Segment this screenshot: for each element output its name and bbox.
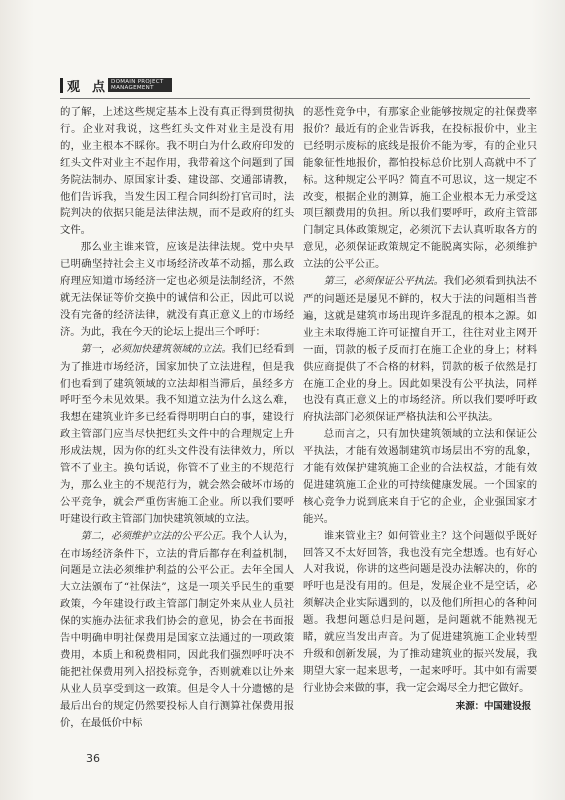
english-logo [108, 78, 172, 92]
paragraph: 那么业主谁来管，应该是法律法规。党中央早已明确坚持社会主义市场经济改革不动摇，那么政府理应知道市场经济一定也必须是法制经济，不然就无法保证等价交换中的诚信和公正，因此可以说没有完备的经济法律，就没有真正意义上的市场经济。为此，我在今天的论坛上提出三个呼吁： [60, 241, 294, 338]
column-name-2: 点 [92, 79, 106, 95]
paragraph: 的恶性竞争中，有那家企业能够按规定的社保费率报价？最近有的企业告诉我，在投标报价中，业主已经明示废标的底线是报价不能为零，有的企业只能象征性地报价，都怕投标总价比别人高就中不了标。这种规定公平吗？简直不可思议，这一规定不改变，根据企业的测算，施工企业根本无力承受这项巨额费用的负担。所以我们要呼吁，政府主管部门制定具体政策规定，必须沉下去认真听取各方的意见，必须保证政策规定不能脱离实际，必须维护立法的公平公正。 [303, 106, 537, 271]
paragraph: 谁来管业主？如何管业主？这个问题似乎既好回答又不太好回答，我也没有完全想透。也有好心人对我说，你讲的这些问题是没办法解决的，你的呼吁也是没有用的。但是，发展企业不是空话，必须解决企业实际遇到的，以及他们所担心的各种问题。我想问题总归是问题，是问题就不能熟视无睹，就应当发出声音。为了促进建筑施工企业转型升级和创新发展，为了推动建筑业的振兴发展，我期望大家一起来思考，一起来呼吁。其中如有需要行业协会来做的事，我一定会竭尽全力把它做好。 [303, 529, 537, 694]
point-heading: 第一，必须加快建筑领域的立法。 [80, 343, 232, 355]
paragraph: 第一，必须加快建筑领域的立法。我们已经看到为了推进市场经济，国家加快了立法进程，但是我们也看到了建筑领域的立法却相当滞后，虽经多方呼吁至今未见效果。我不知道立法为什么这么难，我想在建筑业许多已经看得明明白白的事，建设行政主管部门应当尽快把红头文件中的合理规定上升形成法规，因为你的红头文件没有法律效力，所以管不了业主。换句话说，你管不了业主的不规范行为，那么业主的不规范行为，就会然会破坏市场的公平竞争，就会严重伤害施工企业。所以我们要呼吁建设行政主管部门加快建筑领域的立法。 [60, 342, 294, 525]
paragraph: 第三，必须保证公平执法。我们必须看到执法不严的问题还是屡见不鲜的，权大于法的问题相当普遍，这就是建筑市场出现许多混乱的根本之源。如业主未取得施工许可证擅自开工，往往对业主网开一面，罚款的板子反而打在施工企业的身上；材料供应商提供了不合格的材料，罚款的板子依然是打在施工企业的身上。因此如果没有公平执法，同样也没有真正意义上的市场经济。所以我们要呼吁政府执法部门必须保证严格执法和公平执法。 [303, 275, 537, 424]
point-heading: 第二，必须维护立法的公平公正。 [80, 530, 232, 542]
column-name-1: 观 [67, 79, 81, 95]
paragraph: 总而言之，只有加快建筑领域的立法和保证公平执法，才能有效遏制建筑市场层出不穷的乱象，才能有效保护建筑施工企业的合法权益，才能有效促进建筑施工企业的可持续健康发展。一个国家的核心竞争力说到底来自于它的企业，企业强国家才能兴。 [303, 428, 537, 525]
source-line: 来源：中国建设报 [455, 700, 531, 712]
paragraph: 第二，必须维护立法的公平公正。我个人认为，在市场经济条件下，立法的背后都存在利益机制，问题是立法必须维护利益的公平公正。去年全国人大立法颁布了“社保法”，这是一项关乎民生的重要政策，今年建设行政主管部门制定外来从业人员社保的实施办法征求我们协会的意见，协会在书面报告中明确申明社保费用是国家立法通过的一项政策费用，本质上和税费相同，因此我们强烈呼吁决不能把社保费用列入招投标竞争，否则就难以让外来从业人员享受到这一政策。但是令人十分遗憾的是最后出台的规定仍然要投标人自行测算社保费用报价，在最低价中标 [60, 529, 294, 729]
column-header [60, 74, 172, 96]
right-column [303, 104, 537, 716]
left-column [60, 104, 294, 732]
paragraph: 的了解，上述这些规定基本上没有真正得到贯彻执行。企业对我说，这些红头文件对业主是没有用的，业主根本不睬你。我不明白为什么政府印发的红头文件对业主不起作用，我带着这个问题到了国务院法制办、原国家计委、建设部、交通部请教，他们告诉我，当发生因工程合同纠纷打官司时，法院判决的依据只能是法律法规，而不是政府的红头文件。 [60, 106, 294, 237]
header-rule [60, 98, 530, 99]
page-number: 36 [86, 752, 100, 765]
english-line-2: MANAGEMENT [111, 85, 154, 91]
header-bar [60, 78, 63, 93]
english-line-1: DOMAIN PROJECT [111, 79, 164, 85]
point-heading: 第三，必须保证公平执法。 [323, 276, 444, 288]
